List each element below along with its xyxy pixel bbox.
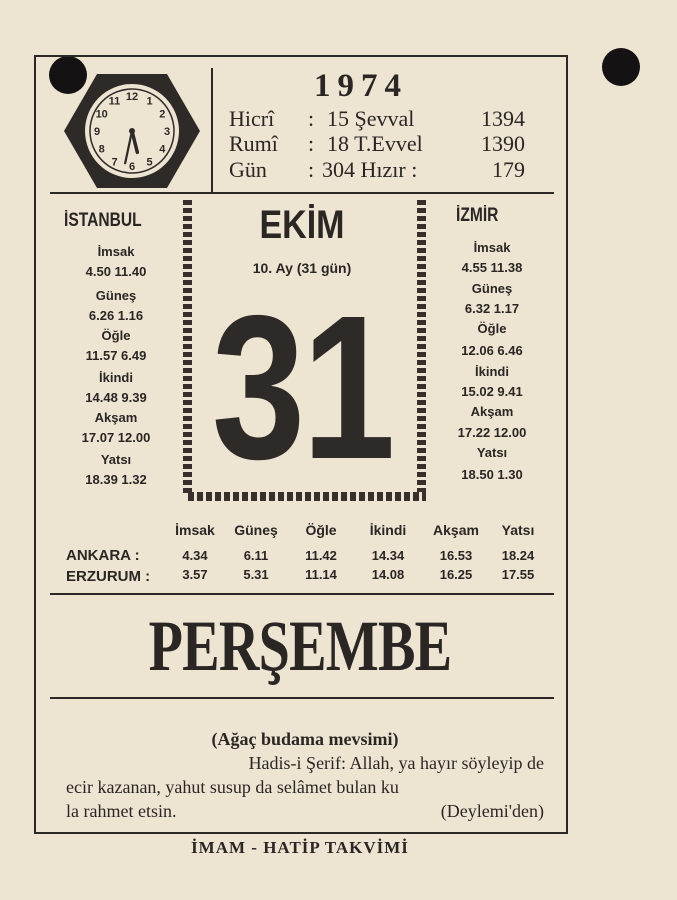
table-header: Güneş (234, 522, 278, 538)
center-border-left (183, 200, 192, 494)
table-header: İkindi (369, 522, 407, 538)
quote-title: (Ağaç budama mevsimi) (211, 729, 399, 749)
clock-numeral: 5 (146, 156, 153, 169)
table-header: Yatsı (501, 522, 535, 538)
clock-numeral: 4 (159, 143, 166, 156)
header-bottom-rule (50, 192, 554, 194)
binding-hole-right (602, 48, 640, 86)
quote-source: (Deylemi'den) (440, 801, 544, 821)
clock-numeral: 11 (108, 95, 121, 108)
center-border-right (417, 200, 426, 494)
weekday-name: PERŞEMBE (148, 606, 452, 686)
quote-line: Hadis-i Şerif: Allah, ya hayır söyleyip de (248, 753, 544, 773)
clock-numeral: 10 (95, 108, 108, 121)
istanbul-city-label: İSTANBUL (64, 210, 142, 231)
clock-numeral: 6 (128, 161, 136, 173)
clock-numeral: 3 (163, 126, 171, 138)
year-label: 1974 (314, 68, 408, 104)
month-subtitle: 10. Ay (31 gün) (252, 260, 352, 276)
clock-numeral: 12 (125, 91, 139, 103)
quote-line: ecir kazanan, yahut susup da selâmet bulan ku (66, 777, 399, 797)
izmir-city-label: İZMİR (456, 205, 499, 226)
clock-icon (62, 70, 202, 192)
clock-numeral: 1 (146, 95, 153, 108)
header-divider (211, 68, 213, 192)
weekday-bottom-rule (50, 697, 554, 699)
table-bottom-rule (50, 593, 554, 595)
clock-numeral: 2 (159, 108, 166, 121)
clock-numeral: 9 (93, 126, 101, 138)
table-header: İmsak (175, 522, 215, 538)
month-name: EKİM (259, 203, 345, 247)
publisher-footer: İMAM - HATİP TAKVİMİ (191, 838, 409, 857)
clock-numeral: 7 (111, 156, 118, 169)
clock-numeral: 8 (98, 143, 105, 156)
table-header: Öğle (305, 522, 337, 538)
day-number: 31 (211, 273, 393, 502)
quote-line: la rahmet etsin. (66, 801, 177, 821)
table-header: Akşam (433, 522, 479, 538)
